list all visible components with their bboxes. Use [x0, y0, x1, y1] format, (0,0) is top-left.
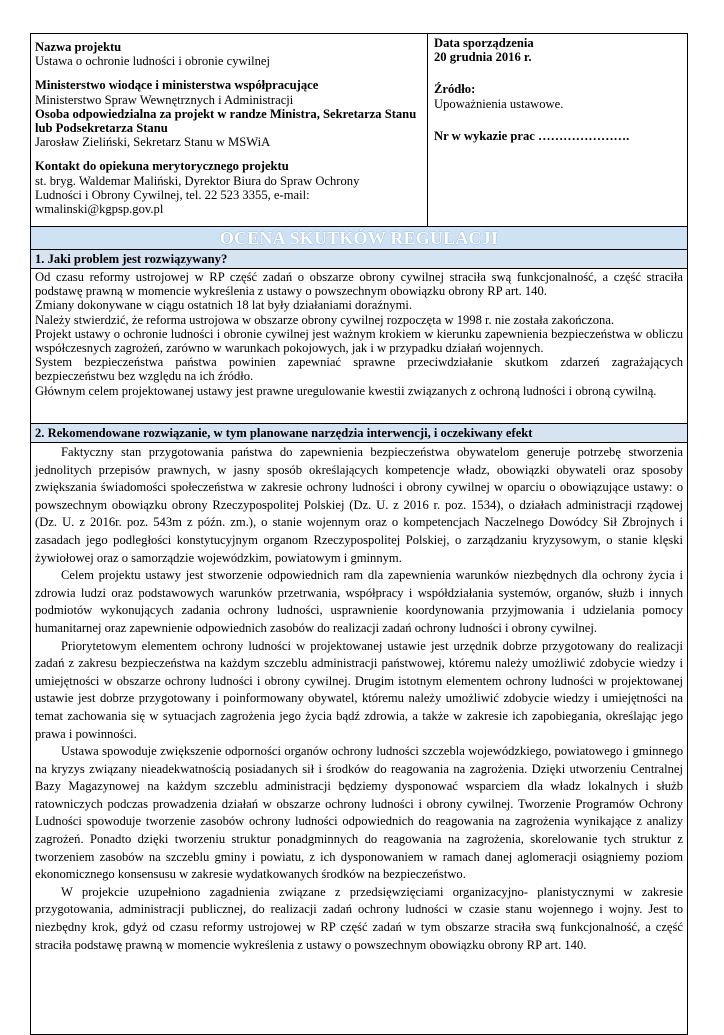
project-name-label: Nazwa projektu	[35, 40, 122, 54]
section-2-body	[30, 443, 688, 1035]
responsible-person: Jarosław Zieliński, Sekretarz Stanu w MSWiA	[35, 135, 271, 150]
section-2-paragraph: Priorytetowym elementem ochrony ludności w projektowanej ustawie jest urzędnik dobrze przygotowany do realizacji zadań z zakresu bezpieczeństwa na każdym szczeblu administracji państwowej, któremu należy umożliwić zdobycie wiedzy i umiejętności w obszarze ochrony ludności i obrony cywilnej. Drugim istotnym elementem ochrony ludności w projektowanej ustawie jest dobrze przygotowany i poinformowany obywatel, któremu należy umożliwić zdobycie wiedzy i umiejętności na temat zachowania się w sytuacjach zagrożenia jego życia bądź zdrowia, a także w zakresie ich zapobiegania, określając jego prawa i powinności.	[35, 638, 683, 741]
section-1-line: Projekt ustawy o ochronie ludności i obronie cywilnej jest ważnym krokiem w kierunku zapewnienia bezpieczeństwa w obliczu współczesnych zagrożeń, zarówno w warunkach pokojowych, jak i w przypadku działań wojennych.	[35, 326, 683, 356]
section-1-heading: 1. Jaki problem jest rozwiązywany?	[30, 250, 688, 269]
section-2-paragraph: Faktyczny stan przygotowania państwa do zapewnienia bezpieczeństwa obywatelom generuje potrzebę stworzenia jednolitych przepisów prawnych, w jasny sposób określających kompetencje władz, obowiązki obywateli oraz sposoby zwiększania świadomości społeczeństwa w zakresie ochrony ludności i obrony cywilnej w oparciu o obowiązujące ustawy: o powszechnym obowiązku obrony Rzeczypospolitej Polskiej (Dz. U. z 2016 r. poz. 1534), o działach administracji rządowej (Dz. U. z 2016r. poz. 543m z późn. zm.), o stanie wojennym oraz o kompetencjach Naczelnego Dowódcy Sił Zbrojnych i zasadach jego podległości konstytucyjnym organom Rzeczypospolitej Polskiej, o zarządzaniu kryzysowym, o stanie klęski żywiołowej oraz o samorządzie wojewódzkim, powiatowym i gminnym.	[35, 445, 683, 565]
contact-email[interactable]: wmalinski@kgpsp.gov.pl	[35, 202, 164, 217]
contact-label: Kontakt do opiekuna merytorycznego projektu	[35, 159, 289, 174]
responsible-label: Osoba odpowiedzialna za projekt w randze Ministra, Sekretarza Stanu lub Podsekretarza Stanu	[35, 106, 417, 136]
section-2-paragraph: Ustawa spowoduje zwiększenie odporności organów ochrony ludności szczebla wojewódzkiego, powiatowego i gminnego na kryzys związany nieadekwatnością posiadanych sił i środków do reagowania na zagrożenia. Dzięki utworzeniu Centralnej Bazy Magazynowej na każdym szczeblu administracji będziemy dysponować wsparciem dla władz lokalnych i służb ratowniczych podczas prowadzenia działań w obszarze ochrony ludności i obrony cywilnej. Tworzenie Programów Ochrony Ludności spowoduje tworzenie zasobów ochrony ludności odpowiednich do reagowania na zagrożenia wynikające z analizy zagrożeń. Ponadto dzięki tworzeniu struktur ponadgminnych do reagowania na zagrożenia, skorelowanie tych struktur z tworzeniem zasobów na szczeblu gminy i powiatu, z ich dysponowaniem w ramach danej aglomeracji osiągniemy poziom ekonomicznego konsensusu w zakresie wydatkowanych środków na bezpieczeństwo.	[35, 744, 683, 882]
section-1-line: System bezpieczeństwa państwa powinien zapewniać sprawne przeciwdziałanie skutkom zdarzeń zagrażających bezpieczeństwu bez względu na ich źródło.	[35, 355, 683, 384]
contact-line: st. bryg. Waldemar Maliński, Dyrektor Biura do Spraw Ochrony	[35, 173, 360, 188]
project-info-cell	[31, 34, 428, 226]
ministries-label: Ministerstwo wiodące i ministerstwa współpracujące	[35, 78, 319, 93]
section-1-line: Należy stwierdzić, że reforma ustrojowa w obszarze obrony cywilnej rozpoczęta w 1998 r. nie została zakończona.	[35, 312, 615, 327]
section-1-body	[30, 269, 688, 424]
worklist-number: Nr w wykazie prac ………………….	[434, 128, 630, 143]
section-1-line: Zmiany dokonywane w ciągu ostatnich 18 lat były działaniami doraźnymi.	[35, 298, 413, 313]
section-2-paragraph: Celem projektu ustawy jest stworzenie odpowiednich ram dla zapewnienia warunków niezbędnych dla ochrony życia i zdrowia ludzi oraz podstawowych warunków przetrwania, współpracy i współdziałania systemów, organów, służb i innych podmiotów wykonujących zadania ochrony ludności, usprawnienie koordynowania przyjmowania i udzielania pomocy humanitarnej oraz zapewnienie odpowiednich zasobów do realizacji zadań ochrony ludności i obrony cywilnej.	[35, 568, 683, 635]
section-1-line: Od czasu reformy ustrojowej w RP część zadań o obszarze obrony cywilnej straciła swą funkcjonalność, a część straciła podstawę prawną w momencie wykreślenia z ustawy o powszechnym obowiązku obrony RP art. 140.	[35, 270, 683, 299]
source-label: Źródło:	[434, 82, 476, 97]
meta-info-cell	[428, 34, 687, 226]
date-value: 20 grudnia 2016 r.	[434, 50, 532, 65]
section-2-paragraph: W projekcie uzupełniono zagadnienia związane z przedsięwzięciami organizacyjno- planistycznymi w zakresie przygotowania, administracji publicznej, do realizacji zadań ochrony ludności w czasie stanu wojennego i wojny. Jest to niezbędny krok, gdyż od czasu reformy ustrojowej w RP część zadań w tym obszarze straciła swą funkcjonalność, a część straciła podstawę prawną w momencie wykreślenia z ustawy o powszechnym obowiązku obrony RP art. 140.	[35, 884, 683, 952]
date-label: Data sporządzenia	[434, 36, 534, 50]
section-1-line: Głównym celem projektowanej ustawy jest prawne uregulowanie kwestii związanych z ochroną ludności i obroną cywilną.	[35, 383, 657, 398]
section-2-heading: 2. Rekomendowane rozwiązanie, w tym planowane narzędzia interwencji, i oczekiwany efekt	[30, 424, 688, 443]
header-table	[30, 33, 688, 226]
ministries: Ministerstwo Spraw Wewnętrznych i Administracji	[35, 92, 294, 107]
contact-line: Ludności i Obrony Cywilnej, tel. 22 523 3355, e-mail:	[35, 187, 310, 202]
source-value: Upoważnienia ustawowe.	[434, 96, 564, 111]
project-name: Ustawa o ochronie ludności i obronie cywilnej	[35, 54, 271, 69]
section-banner: OCENA SKUTKÓW REGULACJI	[30, 226, 688, 250]
document-page	[30, 33, 688, 1035]
